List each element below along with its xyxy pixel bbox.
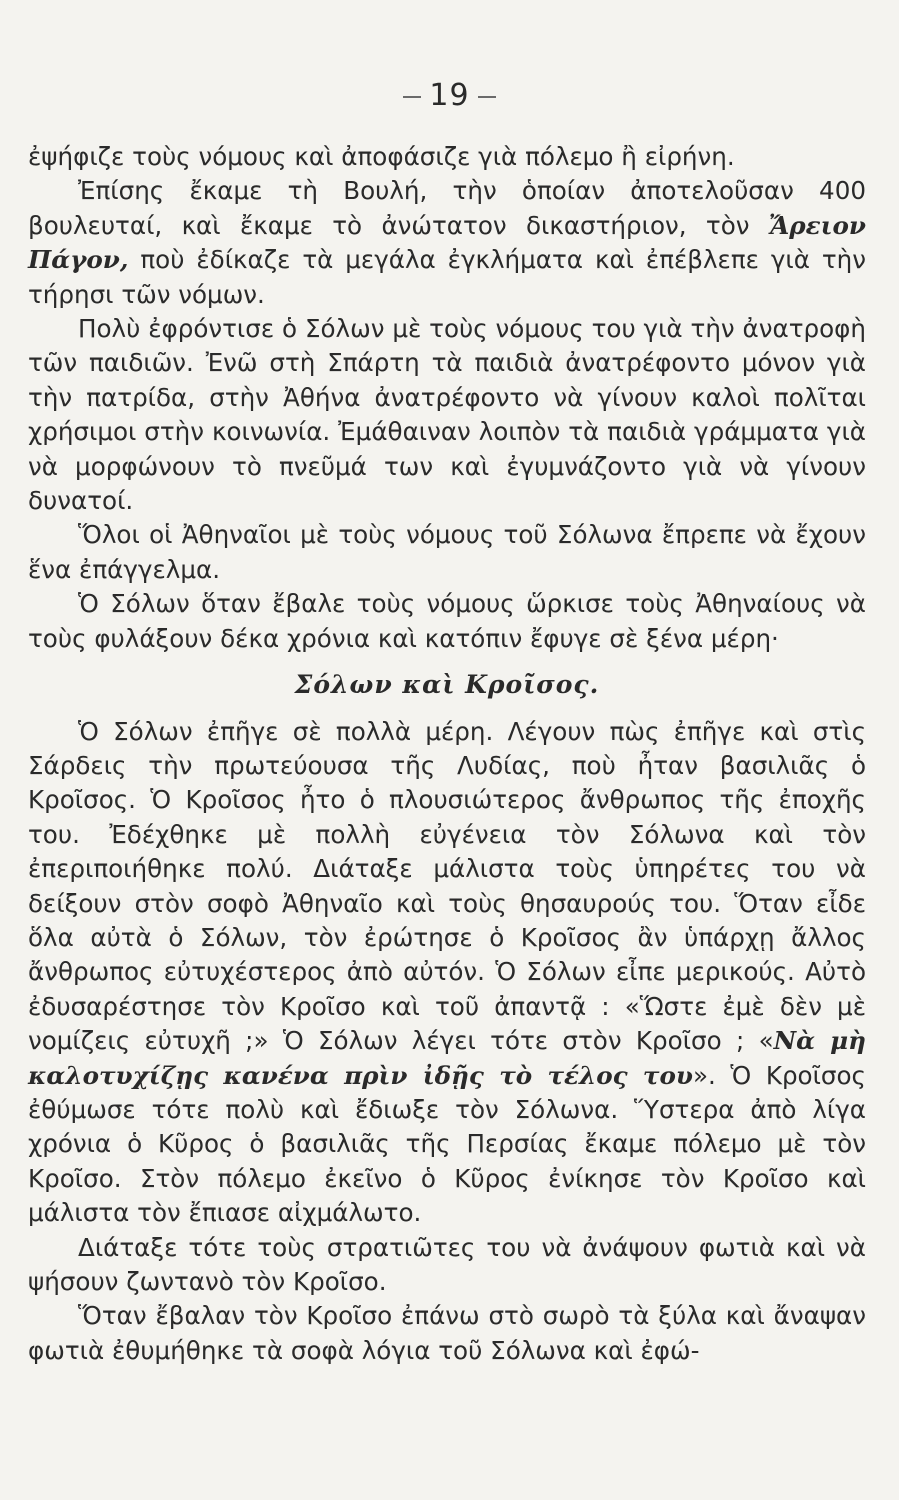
paragraph-8: Ὅταν ἔβαλαν τὸν Κροῖσο ἐπάνω στὸ σωρὸ τὰ ξύλα καὶ ἄναψαν φωτιὰ ἐθυμήθηκε τὰ σοφὰ λόγια τοῦ Σόλωνα καὶ ἐφώ-: [28, 1301, 866, 1365]
paragraph-4: Ὅλοι οἱ Ἀθηναῖοι μὲ τοὺς νόμους τοῦ Σόλωνα ἔπρεπε νὰ ἔχουν ἕνα ἐπάγγελμα.: [28, 520, 866, 584]
page-number-dash-left: [403, 96, 421, 98]
paragraph-2: Ἐπίσης ἔκαμε τὴ Βουλή, τὴν ὁποίαν ἀποτελοῦσαν 400 βουλευταί, καὶ ἔκαμε τὸ ἀνώτατον δικαστήριον, τὸν Ἄρειον Πάγον, ποὺ ἐδίκαζε τὰ μεγάλα ἐγκλήματα καὶ ἐπέβλεπε γιὰ τὴν τήρησι τῶν νόμων.: [28, 176, 866, 309]
paragraph-7: Διάταξε τότε τοὺς στρατιῶτες του νὰ ἀνάψουν φωτιὰ καὶ νὰ ψήσουν ζωντανὸ τὸν Κροῖσο.: [28, 1232, 866, 1296]
page-number: 19: [0, 78, 899, 113]
body-text: [28, 140, 866, 1368]
section-heading: Σόλων καὶ Κροῖσος.: [294, 670, 600, 700]
paragraph-5: Ὁ Σόλων ὅταν ἔβαλε τοὺς νόμους ὥρκισε τοὺς Ἀθηναίους νὰ τοὺς φυλάξουν δέκα χρόνια καὶ κατόπιν ἔφυγε σὲ ξένα μέρη·: [28, 589, 866, 653]
paragraph-6: Ὁ Σόλων ἐπῆγε σὲ πολλὰ μέρη. Λέγουν πὼς ἐπῆγε καὶ στὶς Σάρδεις τὴν πρωτεύουσα τῆς Λυδίας, ποὺ ἦταν βασιλιᾶς ὁ Κροῖσος. Ὁ Κροῖσος ἦτο ὁ πλουσιώτερος ἄνθρωπος τῆς ἐποχῆς του. Ἐδέχθηκε μὲ πολλὴ εὐγένεια τὸν Σόλωνα καὶ τὸν ἐπεριποιήθηκε πολύ. Διάταξε μάλιστα τοὺς ὑπηρέτες του νὰ δείξουν στὸν σοφὸ Ἀθηναῖο καὶ τοὺς θησαυρούς του. Ὅταν εἶδε ὅλα αὐτὰ ὁ Σόλων, τὸν ἐρώτησε ὁ Κροῖσος ἂν ὑπάρχῃ ἄλλος ἄνθρωπος εὐτυχέστερος ἀπὸ αὐτόν. Ὁ Σόλων εἶπε μερικούς. Αὐτὸ ἐδυσαρέστησε τὸν Κροῖσο καὶ τοῦ ἀπαντᾷ : «Ὥστε ἐμὲ δὲν μὲ νομίζεις εὐτυχῆ ;» Ὁ Σόλων λέγει τότε στὸν Κροῖσο ; «Νὰ μὴ καλοτυχίζῃς κανένα πρὶν ἰδῇς τὸ τέλος του». Ὁ Κροῖσος ἐθύμωσε τότε πολὺ καὶ ἔδιωξε τὸν Σόλωνα. Ὕστερα ἀπὸ λίγα χρόνια ὁ Κῦρος ὁ βασιλιᾶς τῆς Περσίας ἔκαμε πόλεμο μὲ τὸν Κροῖσο. Στὸν πόλεμο ἐκεῖνο ὁ Κῦρος ἐνίκησε τὸν Κροῖσο καὶ μάλιστα τὸν ἔπιασε αἰχμάλωτο.: [28, 716, 866, 1228]
page-number-dash-right: [478, 96, 496, 98]
areios-pagos-term: Ἄρειον Πάγον,: [28, 210, 866, 275]
solon-quote: Νὰ μὴ καλοτυχίζῃς κανένα πρὶν ἰδῇς τὸ τέλος του: [28, 1026, 866, 1090]
paragraph-1: ἐψήφιζε τοὺς νόμους καὶ ἀποφάσιζε γιὰ πόλεμο ἢ εἰρήνη.: [28, 142, 735, 171]
paragraph-3: Πολὺ ἐφρόντισε ὁ Σόλων μὲ τοὺς νόμους του γιὰ τὴν ἀνατροφὴ τῶν παιδιῶν. Ἐνῶ στὴ Σπάρτη τὰ παιδιὰ ἀνατρέφοντο μόνον γιὰ τὴν πατρίδα, στὴν Ἀθήνα ἀνατρέφοντο νὰ γίνουν καλοὶ πολῖται χρήσιμοι στὴν κοινωνία. Ἐμάθαιναν λοιπὸν τὰ παιδιὰ γράμματα γιὰ νὰ μορφώνουν τὸ πνεῦμά των καὶ ἐγυμνάζοντο γιὰ νὰ γίνουν δυνατοί.: [28, 314, 866, 516]
